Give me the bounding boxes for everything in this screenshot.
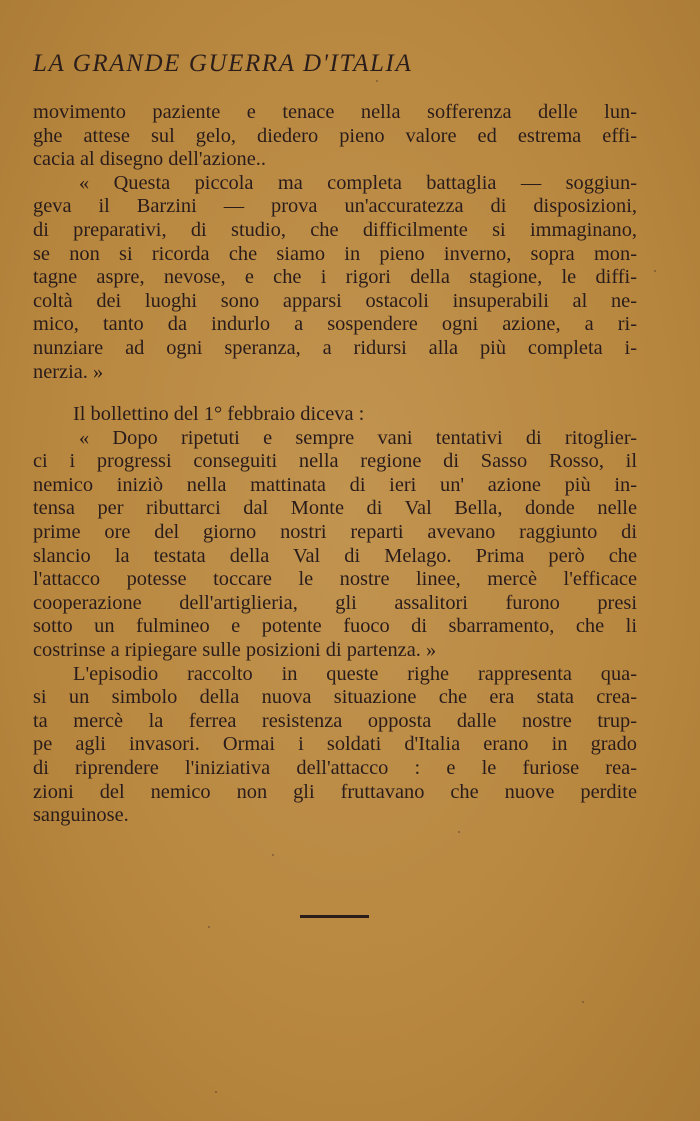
text-line: coltà dei luoghi sono apparsi ostacoli insuperabili al ne- (33, 289, 637, 312)
text-line: pe agli invasori. Ormai i soldati d'Italia erano in grado (33, 733, 637, 756)
text-line: cacia al disegno dell'azione.. (33, 148, 266, 171)
text-line: sotto un fulmineo e potente fuoco di sbarramento, che li (33, 615, 637, 638)
text-line: nunziare ad ogni speranza, a ridursi alla più completa i- (33, 336, 637, 359)
text-line: tagne aspre, nevose, e che i rigori della stagione, le diffi- (33, 266, 637, 289)
text-line: costrinse a ripiegare sulle posizioni di partenza. » (33, 638, 437, 661)
text-column-lower (33, 403, 637, 828)
text-line: prime ore del giorno nostri reparti avevano raggiunto di (33, 520, 637, 543)
text-line: Il bollettino del 1° febbraio diceva : (73, 403, 365, 425)
text-line: L'episodio raccolto in queste righe rappresenta qua- (73, 662, 637, 685)
text-line: sanguinose. (33, 804, 129, 827)
text-line: di preparativi, di studio, che difficilmente si immaginano, (33, 218, 637, 241)
text-line: movimento paziente e tenace nella sofferenza delle lun- (33, 101, 637, 123)
text-line: mico, tanto da indurlo a sospendere ogni azione, a ri- (33, 313, 637, 336)
text-line: slancio la testata della Val di Melago. Prima però che (33, 544, 637, 567)
text-line: se non si ricorda che siamo in pieno inverno, sopra mon- (33, 242, 637, 265)
text-line: tensa per ributtarci dal Monte di Val Bella, donde nelle (33, 497, 637, 520)
paper-speck (208, 926, 210, 928)
text-line: « Questa piccola ma completa battaglia — soggiun- (79, 171, 637, 194)
running-head-title: LA GRANDE GUERRA D'ITALIA (33, 50, 413, 77)
text-line: ci i progressi conseguiti nella regione di Sasso Rosso, il (33, 450, 637, 473)
text-line: cooperazione dell'artiglieria, gli assalitori furono presi (33, 591, 637, 614)
text-line: di riprendere l'iniziativa dell'attacco : e le furiose rea- (33, 756, 637, 779)
text-line: si un simbolo della nuova situazione che era stata crea- (33, 686, 637, 709)
paper-speck (582, 1001, 584, 1003)
text-line: nemico iniziò nella mattinata di ieri un' azione più in- (33, 473, 637, 496)
paper-speck (376, 80, 378, 82)
text-line: nerzia. » (33, 360, 104, 383)
text-line: ta mercè la ferrea resistenza opposta dalle nostre trup- (33, 709, 637, 732)
text-line: l'attacco potesse toccare le nostre linee, mercè l'efficace (33, 568, 637, 591)
paper-speck (654, 270, 656, 272)
paper-speck (458, 831, 460, 833)
text-line: zioni del nemico non gli fruttavano che nuove perdite (33, 780, 637, 803)
section-end-rule (300, 915, 369, 918)
text-line: « Dopo ripetuti e sempre vani tentativi di ritoglier- (79, 426, 637, 449)
text-line: ghe attese sul gelo, diedero pieno valore ed estrema effi- (33, 124, 637, 147)
text-line: geva il Barzini — prova un'accuratezza di disposizioni, (33, 195, 637, 218)
paper-speck (272, 854, 274, 856)
paper-speck (215, 1091, 217, 1093)
text-column-upper (33, 101, 637, 384)
